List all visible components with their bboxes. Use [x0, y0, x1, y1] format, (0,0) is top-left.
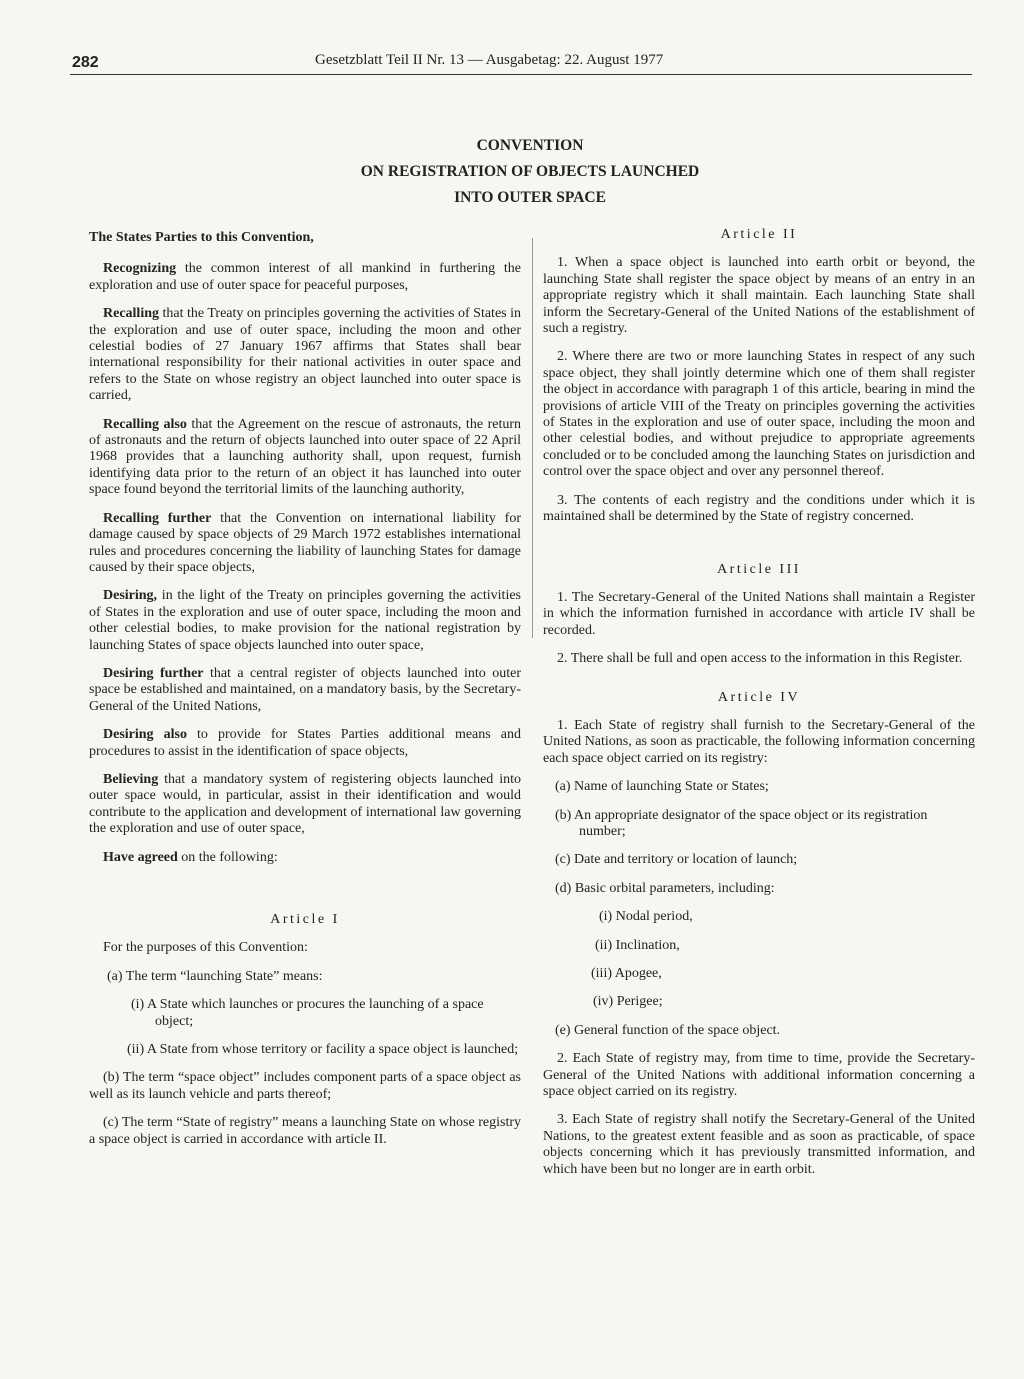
article-1-item-a-ii: (ii) A State from whose territory or facility a space object is launched; [127, 1042, 519, 1058]
document-title [0, 133, 1024, 211]
article-4-item-a: (a) Name of launching State or States; [555, 779, 769, 795]
article-3-para-1: 1. The Secretary-General of the United Nations shall maintain a Register in which the information furnished in accordance with article IV shall be recorded. [543, 589, 975, 638]
article-2-para-2: 2. Where there are two or more launching States in respect of any such space object, they shall jointly determine which one of them shall register the object in accordance with paragraph 1 of this article, bearing in mind the provisions of article VIII of the Treaty on principles governing the activities of States in the exploration and use of outer space, including the moon and other celestial bodies, and without prejudice to appropriate agreements concluded or to be concluded among the launching States on jurisdiction and control over the space object and over any personnel thereof. [543, 349, 975, 480]
title-line-3: INTO OUTER SPACE [454, 189, 606, 206]
preamble-paragraph: Desiring further that a central register of objects launched into outer space be established and maintained, on a mandatory basis, by the Secretary-General of the United Nations, [89, 665, 521, 714]
article-4-para-2: 2. Each State of registry may, from time to time, provide the Secretary-General of the United Nations with additional information concerning a space object carried on its registry. [543, 1051, 975, 1100]
article-4-item-d-iv: (iv) Perigee; [593, 994, 663, 1010]
left-column [89, 230, 521, 1160]
preamble-paragraph: Believing that a mandatory system of registering objects launched into outer space would, in particular, assist in their identification and would contribute to the application and development of international law governing the exploration and use of outer space, [89, 771, 521, 837]
article-4-heading: Article IV [717, 689, 801, 705]
have-agreed: Have agreed on the following: [103, 849, 278, 865]
preamble-paragraph: Recalling that the Treaty on principles governing the activities of States in the exploration and use of outer space, including the moon and other celestial bodies of 27 January 1967 affirms that States shall bear international responsibility for their national activities in outer space and refers to the State on whose registry an object launched into outer space is carried, [89, 306, 521, 404]
article-1-heading: Article I [270, 912, 340, 927]
column-divider [532, 238, 533, 638]
article-4-item-d-ii: (ii) Inclination, [595, 937, 680, 953]
article-3-heading: Article III [717, 561, 801, 577]
right-column [543, 227, 975, 1190]
article-1-item-b: (b) The term “space object” includes component parts of a space object as well as its launch vehicle and parts thereof; [89, 1070, 521, 1102]
preamble-paragraph: Recognizing the common interest of all mankind in furthering the exploration and use of outer space for peaceful purposes, [89, 261, 521, 293]
article-2-para-1: 1. When a space object is launched into earth orbit or beyond, the launching State shall register the space object by means of an entry in an appropriate registry which it shall maintain. Each launching State shall inform the Secretary-General of the United Nations of the establishment of such a registry. [543, 255, 975, 337]
article-3-para-2: 2. There shall be full and open access to the information in this Register. [557, 651, 963, 667]
preamble-paragraph: Recalling further that the Convention on international liability for damage caused by space objects of 29 March 1972 establishes international rules and procedures concerning the liability of launching States for damage caused by their space objects, [89, 510, 522, 575]
article-4-item-d-i: (i) Nodal period, [599, 909, 693, 925]
article-4-item-e: (e) General function of the space object. [555, 1022, 781, 1038]
title-line-2: ON REGISTRATION OF OBJECTS LAUNCHED [360, 163, 700, 180]
preamble-paragraph: Desiring, in the light of the Treaty on principles governing the activities of States in the exploration and use of outer space, including the moon and other celestial bodies, to make provision for the national registration by launching States of space objects launched into outer space, [89, 588, 521, 653]
preamble-paragraph: Recalling also that the Agreement on the rescue of astronauts, the return of astronauts and the return of objects launched into outer space of 22 April 1968 provides that a launching authority shall, upon request, furnish identifying data prior to the return of an object it has launched into outer space found beyond the territorial limits of the launching authority, [89, 416, 521, 498]
article-4-item-d: (d) Basic orbital parameters, including: [555, 880, 775, 896]
page-header [70, 48, 972, 75]
article-1-item-a-i: (i) A State which launches or procures the launching of a space object; [131, 997, 484, 1029]
article-2-para-3: 3. The contents of each registry and the conditions under which it is maintained shall be determined by the State of registry concerned. [543, 492, 975, 525]
preamble-intro: The States Parties to this Convention, [89, 230, 314, 245]
article-4-item-b: (b) An appropriate designator of the space object or its registration number; [555, 807, 928, 839]
article-4-para-3: 3. Each State of registry shall notify the Secretary-General of the United Nations, to the greatest extent feasible and as soon as practicable, of space objects concerning which it has previously transmitted information, and which have been but no longer are in earth orbit. [543, 1112, 975, 1177]
article-1-item-c: (c) The term “State of registry” means a launching State on whose registry a space object is carried in accordance with article II. [89, 1115, 521, 1147]
article-4-item-d-iii: (iii) Apogee, [591, 966, 662, 981]
page-number: 282 [72, 54, 99, 71]
article-1-intro: For the purposes of this Convention: [103, 940, 308, 956]
article-4-para-1: 1. Each State of registry shall furnish to the Secretary-General of the United Nations, as soon as practicable, the following information concerning each space object carried on its registry: [543, 717, 975, 766]
running-title: Gesetzblatt Teil II Nr. 13 — Ausgabetag: 22. August 1977 [315, 52, 664, 68]
article-1-item-a: (a) The term “launching State” means: [107, 968, 323, 984]
article-4-item-c: (c) Date and territory or location of launch; [555, 852, 798, 868]
title-line-1: CONVENTION [476, 137, 584, 154]
preamble-paragraph: Desiring also to provide for States Parties additional means and procedures to assist in the identification of space objects, [89, 727, 522, 759]
article-2-heading: Article II [720, 227, 798, 242]
